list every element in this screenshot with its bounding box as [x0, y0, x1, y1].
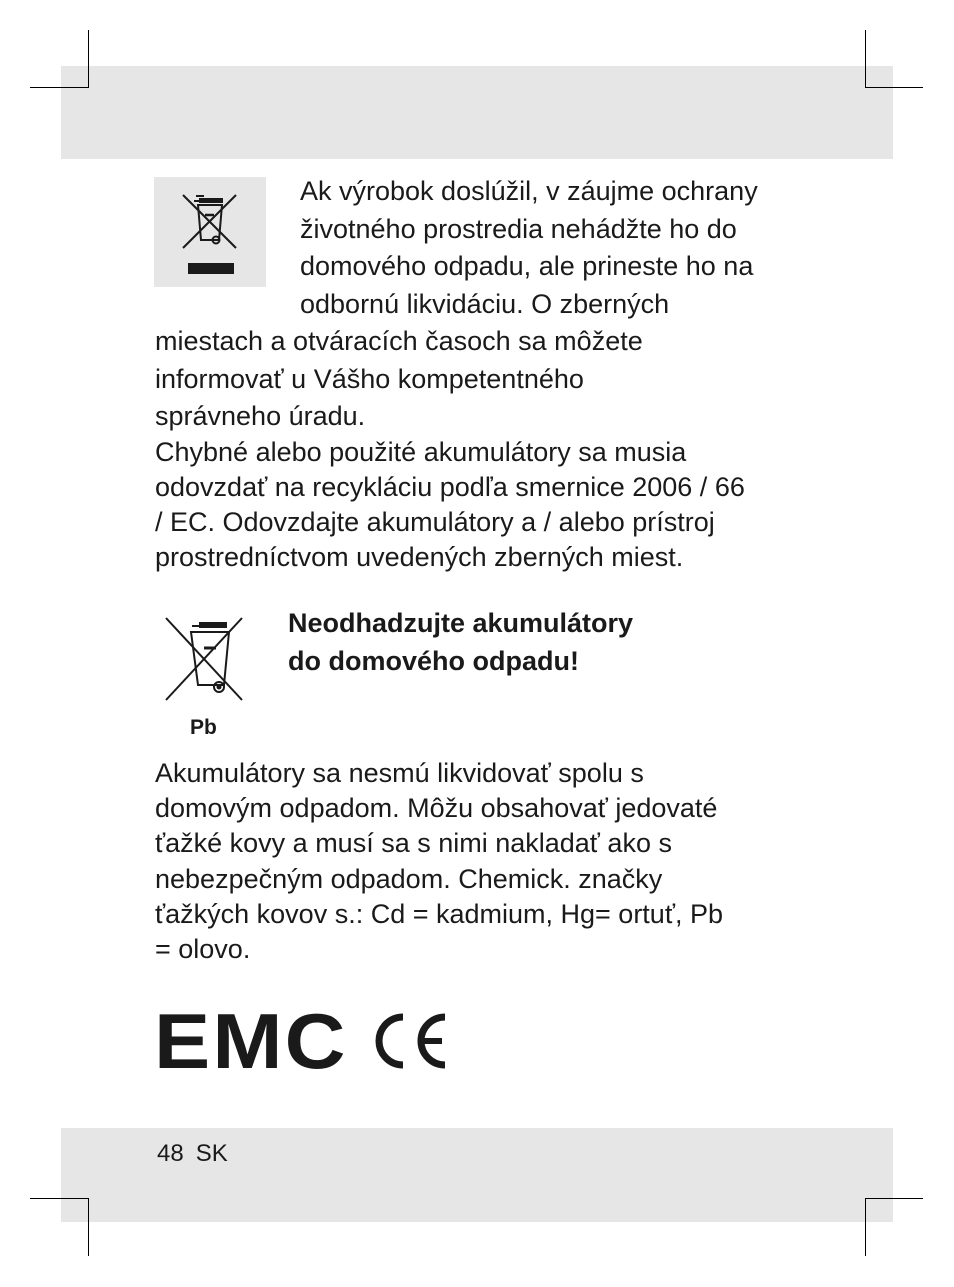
text-line: informovať u Vášho kompetentného: [155, 363, 584, 394]
pb-label: Pb: [190, 716, 217, 739]
language-code: SK: [195, 1140, 228, 1167]
text-line: domovým odpadom. Môžu obsahovať jedovaté: [155, 793, 718, 824]
text-line: = olovo.: [155, 934, 251, 965]
emc-mark: EMC: [154, 997, 348, 1085]
battery-warning-heading: [288, 605, 633, 680]
text-line: domového odpadu, ale prineste ho na: [300, 251, 754, 281]
battery-notice-text: [155, 435, 745, 575]
heavy-metals-text: [155, 756, 723, 967]
crossed-out-wheelie-bin-icon: [154, 177, 266, 287]
text-line: / EC. Odovzdajte akumulátory a / alebo prístroj: [155, 507, 715, 537]
text-line: ťažké kovy a musí sa s nimi nakladať ako s: [155, 828, 672, 859]
ce-mark-icon: [370, 1012, 450, 1070]
crossed-out-bin-pb-icon: [160, 612, 250, 704]
text-line: Ak výrobok doslúžil, v záujme ochrany: [300, 176, 758, 206]
text-line: Akumulátory sa nesmú likvidovať spolu s: [155, 758, 644, 788]
heading-line: Neodhadzujte akumulátory: [288, 608, 634, 638]
text-line: miestach a otváracích časoch sa môžete: [155, 326, 643, 356]
page-number: 48: [157, 1140, 184, 1167]
header-band: [61, 66, 893, 159]
heading-line: do domového odpadu!: [288, 645, 579, 676]
text-line: životného prostredia nehádžte ho do: [300, 213, 737, 244]
text-line: správneho úradu.: [155, 401, 366, 431]
weee-notice-text-right: [300, 173, 758, 323]
text-line: prostredníctvom uvedených zberných miest.: [155, 542, 684, 572]
text-line: nebezpečným odpadom. Chemick. značky: [155, 863, 663, 894]
weee-notice-text-full: [155, 323, 643, 436]
text-line: odovzdať na recykláciu podľa smernice 2006 / 66: [155, 472, 745, 502]
page-footer: [157, 1140, 240, 1168]
text-line: Chybné alebo použité akumulátory sa musia: [155, 437, 687, 467]
text-line: ťažkých kovov s.: Cd = kadmium, Hg= ortuť, Pb: [155, 898, 723, 929]
text-line: odbornú likvidáciu. O zberných: [300, 288, 670, 319]
